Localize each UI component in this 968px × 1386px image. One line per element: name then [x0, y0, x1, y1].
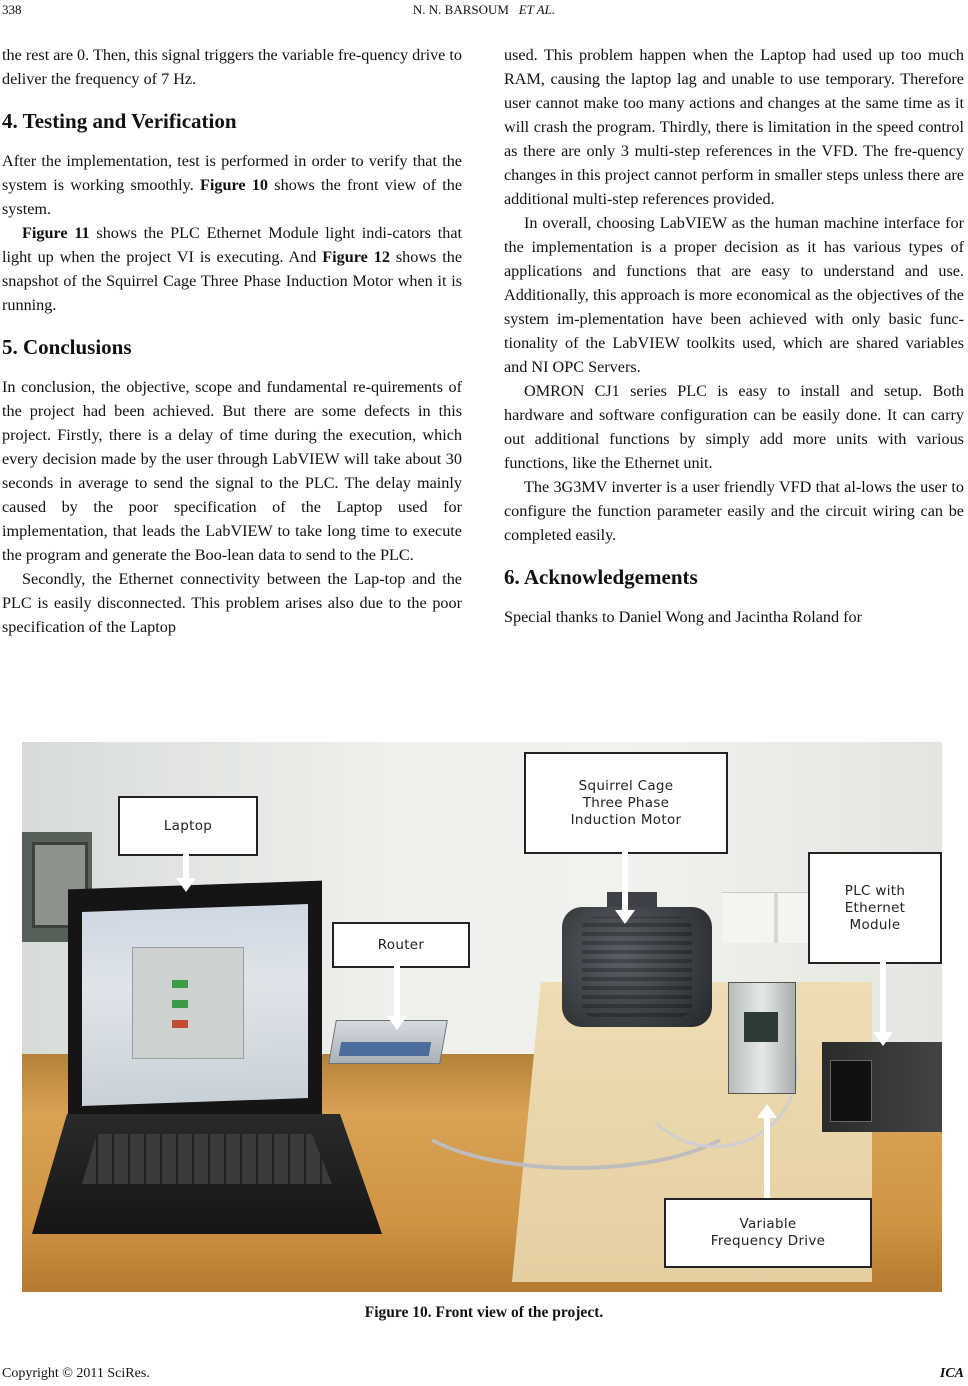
heading-conclusions: 5. Conclusions	[2, 335, 132, 359]
arrow-vfd	[764, 1118, 770, 1200]
callout-plc: PLC with Ethernet Module	[808, 852, 942, 964]
paragraph-continuation: used. This problem happen when the Laptop had used up too much RAM, causing the laptop lag and unable to use temporary. Therefore user cannot make too many actions and changes at the same time as it will crash the program. Thirdly, there is limitation in the speed control as there are only 3 multi-step references in the VFD. The fre-quency changes in this project cannot perform in smaller steps unless there are additional multi-step references provided.	[504, 46, 964, 208]
page-number: 338	[2, 2, 22, 17]
labview-indicator	[172, 1020, 188, 1028]
callout-vfd: Variable Frequency Drive	[664, 1198, 872, 1268]
arrow-laptop	[183, 854, 189, 880]
testing-2-text-b: shows the snapshot of the Squirrel Cage Three Phase Induction Motor when it is running.	[2, 248, 463, 314]
arrow-head-plc	[873, 1032, 893, 1046]
arrow-head-vfd	[757, 1104, 777, 1118]
callout-router: Router	[332, 922, 470, 968]
figure-11-ref: Figure 11	[22, 224, 90, 242]
authors-etal: ET AL.	[518, 2, 556, 17]
testing-1-text-a: After the implementation, test is performed in order to verify that the system is working smoothly.	[2, 152, 462, 194]
labview-panel	[132, 947, 244, 1059]
page-footer	[0, 1366, 968, 1386]
laptop-keyboard	[82, 1134, 332, 1184]
heading-testing: 4. Testing and Verification	[2, 109, 237, 133]
authors-prefix: N. N. BARSOUM	[412, 2, 509, 17]
testing-2-text-a: shows the PLC Ethernet Module light indi-cators that light up when the project VI is executing. And	[2, 224, 463, 266]
right-column	[504, 43, 964, 629]
paragraph-acknowledgements: Special thanks to Daniel Wong and Jacintha Roland for	[504, 608, 863, 626]
running-authors	[0, 2, 968, 18]
figure-caption: Figure 10. Front view of the project.	[364, 1304, 604, 1321]
paragraph-testing-2	[2, 221, 462, 317]
paragraph-intro: the rest are 0. Then, this signal triggers the variable fre-quency drive to deliver the frequency of 7 Hz.	[2, 46, 462, 88]
router-front-panel	[339, 1042, 431, 1056]
arrow-router	[394, 966, 400, 1018]
vfd-keypad	[744, 1012, 778, 1042]
arrow-head-motor	[615, 910, 635, 924]
heading-acknowledgements: 6. Acknowledgements	[504, 565, 698, 589]
labview-indicator	[172, 980, 188, 988]
journal-abbrev: ICA	[939, 1366, 964, 1381]
arrow-plc	[880, 962, 886, 1034]
page-header	[0, 0, 968, 22]
labview-indicator	[172, 1000, 188, 1008]
paragraph-conclusions-2: Secondly, the Ethernet connectivity between the Lap-top and the PLC is easily disconnected. This problem arises also due to the poor specification of the Laptop	[2, 570, 462, 636]
paragraph-testing-1	[2, 149, 462, 221]
testing-1-text-b: shows the front view of the system.	[2, 176, 463, 218]
arrow-head-laptop	[176, 878, 196, 892]
paragraph-overall: In overall, choosing LabVIEW as the human machine interface for the implementation is a proper decision as it has various types of applications and functions that are easy to understand and use. Additionally, this approach is more economical as the objectives of the system im-plementation have been achieved with only basic func-tionality of the LabVIEW toolkits used, which are shared variables and NI OPC Servers.	[504, 214, 964, 376]
motor-cooling-fins	[582, 917, 692, 1017]
paragraph-omron: OMRON CJ1 series PLC is easy to install and setup. Both hardware and software configuration can be easily done. It can carry out additional functions by simply add more units with various functions, like the Ethernet unit.	[504, 382, 964, 472]
paragraph-inverter: The 3G3MV inverter is a user friendly VFD that al-lows the user to configure the function parameter easily and the circuit wiring can be completed easily.	[504, 478, 964, 544]
arrow-head-router	[387, 1016, 407, 1030]
arrow-motor	[622, 852, 628, 912]
callout-laptop: Laptop	[118, 796, 258, 856]
figure-10-ref: Figure 10	[200, 176, 269, 194]
paragraph-conclusions-1: In conclusion, the objective, scope and fundamental re-quirements of the project had been achieved. But there are some defects in this project. Firstly, there is a delay of time during the execution, which every decision made by the user through LabVIEW will take about 30 seconds in average to send the signal to the PLC. The delay mainly caused by the poor specification of the Laptop used for implementation, that leads the LabVIEW to take long time to execute the program and generate the Boo-lean data to send to the PLC.	[2, 378, 462, 564]
left-column	[2, 43, 462, 639]
callout-motor: Squirrel Cage Three Phase Induction Motor	[524, 752, 728, 854]
plc-ethernet-module	[830, 1060, 872, 1122]
figure-12-ref: Figure 12	[322, 248, 390, 266]
copyright: Copyright © 2011 SciRes.	[2, 1366, 150, 1381]
figure-10-photo	[22, 742, 942, 1292]
